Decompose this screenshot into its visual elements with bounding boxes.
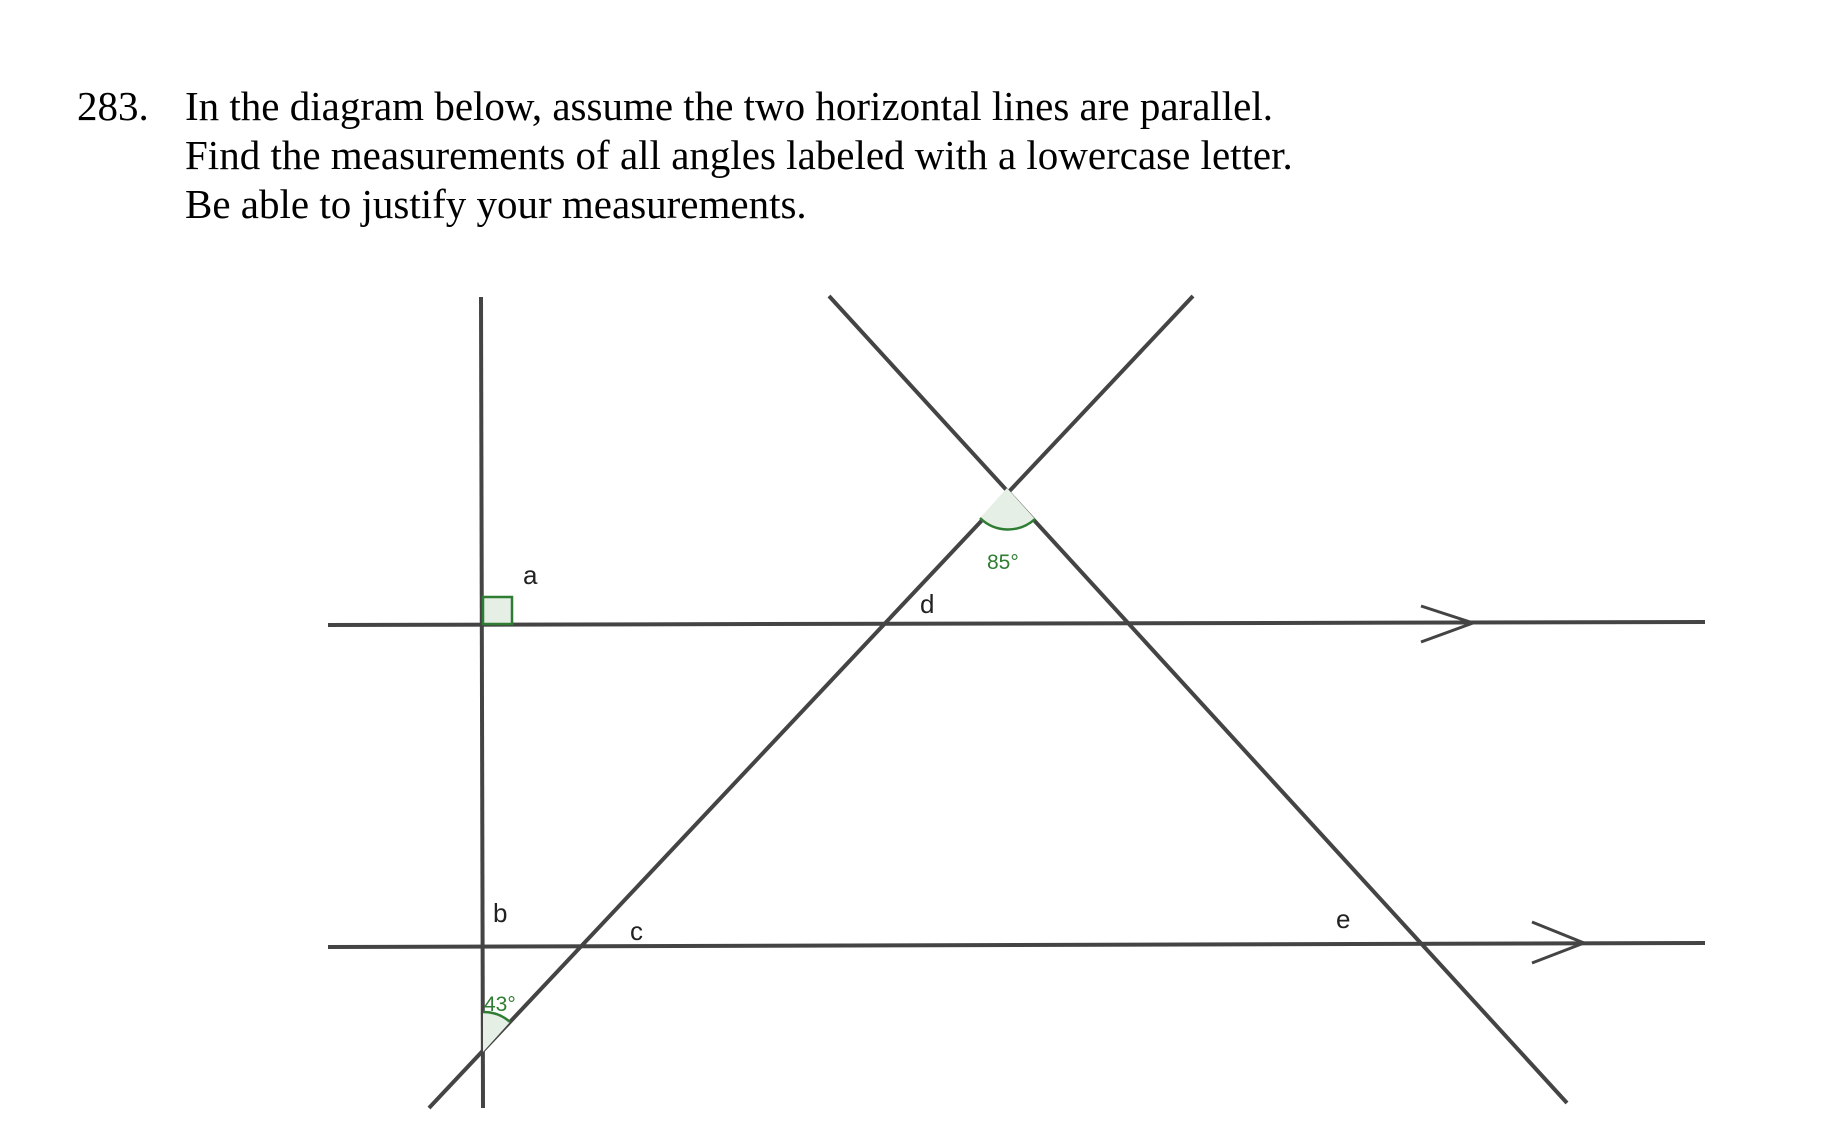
angle-label-b: b	[493, 898, 508, 928]
problem-line-2: Find the measurements of all angles labeled with a lowercase letter.	[185, 132, 1293, 178]
angle-label-d: d	[920, 589, 935, 619]
problem-number: 283.	[77, 83, 149, 129]
rising-transversal	[429, 296, 1193, 1108]
angle-label-a: a	[523, 560, 538, 590]
angle-label-e: e	[1336, 904, 1351, 934]
lower-parallel-line	[328, 943, 1705, 947]
vertical-transversal	[481, 297, 483, 1108]
given-angle-85: 85°	[987, 551, 1019, 574]
problem-line-1: In the diagram below, assume the two horizontal lines are parallel.	[185, 83, 1274, 129]
falling-transversal	[829, 296, 1567, 1103]
upper-parallel-line	[328, 622, 1705, 625]
angle-label-c: c	[630, 916, 643, 946]
right-angle-marker	[483, 597, 512, 624]
problem-line-3: Be able to justify your measurements.	[185, 181, 807, 227]
given-angle-43: 43°	[484, 993, 516, 1016]
